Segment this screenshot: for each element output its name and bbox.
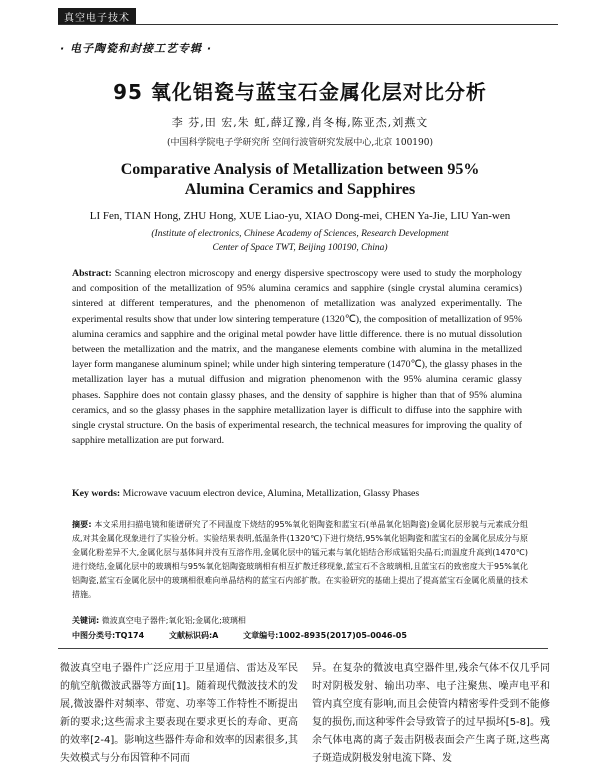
authors-cn: 李 芬,田 宏,朱 虹,薛辽豫,肖冬梅,陈亚杰,刘燕文 <box>171 116 429 129</box>
title-cn: 95 氧化铝瓷与蓝宝石金属化层对比分析 <box>113 80 487 104</box>
affiliation-cn: (中国科学院电子学研究所 空间行波管研究发展中心,北京 100190) <box>167 138 433 148</box>
affiliation-en-line2: Center of Space TWT, Beijing 100190, China) <box>212 243 388 253</box>
journal-tag: 真空电子技术 <box>58 8 136 25</box>
clc-number: 中图分类号:TQ174 <box>72 631 145 640</box>
section-rule <box>58 648 548 649</box>
keywords-en-label: Key words: <box>72 488 121 499</box>
abstract-cn-text: 本文采用扫描电镜和能谱研究了不同温度下烧结的95%氧化铝陶瓷和蓝宝石(单晶氧化铝陶瓷)金属化层形貌与元素成分组成,对其金属化现象进行了实验分析。实验结果表明,低温条件(1320℃)下进行烧结,95%氧化铝陶瓷和蓝宝石的金属化层成分与原金属化粉差异不大,金属化层与基体间并没有互溶作用,金属化层中的锰元素与氧化铝结合形成锰铝尖晶石;而温度升高到(1470℃)进行烧结,金属化层中的玻璃相与95%氧化铝陶瓷玻璃相有相互扩散迁移现象,蓝宝石不含玻璃相,且蓝宝石的致密度大于95%氧化铝陶瓷,蓝宝石金属化层中的玻璃相很难向单晶结构的蓝宝石内部扩散。在实验研究的基础上提出了提高蓝宝石金属化质量的技术措施。 <box>72 520 528 599</box>
title-en-line2: Alumina Ceramics and Sapphires <box>184 181 416 198</box>
header-rule <box>58 24 558 25</box>
authors-en: LI Fen, TIAN Hong, ZHU Hong, XUE Liao-yu, XIAO Dong-mei, CHEN Ya-Jie, LIU Yan-wen <box>89 210 511 222</box>
keywords-en <box>72 488 532 499</box>
abstract-cn-label: 摘要: <box>72 520 92 529</box>
special-issue-label: · 电子陶瓷和封接工艺专辑 · <box>60 42 213 55</box>
body-column-left: 微波真空电子器件广泛应用于卫星通信、雷达及军民的航空航微波武器等方面[1]。随着现代微波技术的发展,微波器件对频率、带宽、功率等工作特性不断提出新的要求;这些需求主要表现在要求更长的寿命、更高的效率[2-4]。影响这些器件寿命和效率的因素很多,其失效模式与分布因管种不同而 <box>60 663 298 764</box>
keywords-cn-label: 关键词: <box>72 616 100 625</box>
classification-line <box>72 630 528 641</box>
abstract-en-label: Abstract: <box>72 268 112 279</box>
keywords-cn <box>72 614 528 628</box>
article-id: 文章编号:1002-8935(2017)05-0046-05 <box>243 631 407 640</box>
title-en <box>0 160 600 200</box>
keywords-en-text: Microwave vacuum electron device, Alumina, Metallization, Glassy Phases <box>122 488 420 499</box>
document-code: 文献标识码:A <box>168 631 219 640</box>
keywords-cn-text: 微波真空电子器件;氧化铝;金属化;玻璃相 <box>101 616 246 625</box>
affiliation-en-line1: (Institute of electronics, Chinese Academy of Sciences, Research Development <box>151 229 449 239</box>
abstract-en-text: Scanning electron microscopy and energy dispersive spectroscopy were used to study the morphology and composition of the metallization of 95% alumina ceramics and sapphire (single crystal alumina ceramics) sintered at different temperatures, and the phenomenon of metallization was analyzed experimentally. The experimental results show that under low sintering temperature (1320℃), the composition of metallization of 95% alumina ceramics and sapphire and the original metal powder have little difference. there is no mutual dissolution between the metallization and the matrix, and the manganese elements combine with alumina in the metallized layer form manganese aluminum spinel; while under high sintering temperature (1470℃), the glassy phases in the metallization layer has a mutual diffusion and migration phenomenon with the 95% alumina ceramic glassy phases. Sapphire does not contain glassy phases, and the density of sapphire is higher than that of 95% alumina ceramics, and so the glassy phases in the sapphire metallization layer is difficult to diffuse into the sapphire with single crystal structure. On the basis of experimental research, the technical measures for improving the quality of sapphire metallization are put forward. <box>72 268 522 447</box>
abstract-cn <box>72 518 528 602</box>
body-column-right: 异。在复杂的微波电真空器件里,残余气体不仅几乎同时对阴极发射、输出功率、电子注聚焦、噪声电平和管内真空度有影响,而且会使管内精密零件受到不能修复的损伤,而这种零件会导致管子的过早损坏[5-8]。残余气体电离的离子轰击阴极表面会产生离子斑,这些离子斑造成阴极发射电流下降、发 <box>312 663 550 764</box>
affiliation-en <box>0 227 600 255</box>
abstract-en <box>72 266 522 448</box>
title-en-line1: Comparative Analysis of Metallization between 95% <box>120 161 480 178</box>
